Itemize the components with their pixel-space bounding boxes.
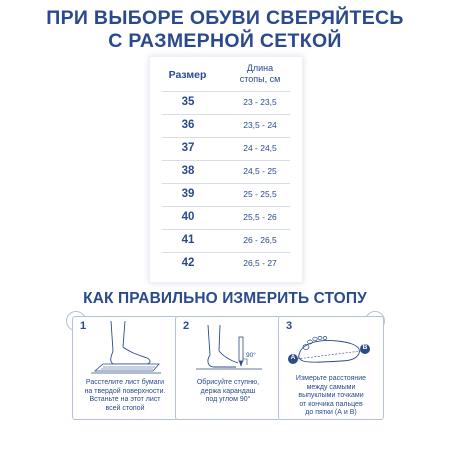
caption-line: выпуклыми точками: [298, 392, 364, 400]
size-chart-card: [149, 56, 303, 283]
angle-label: 90°: [246, 352, 256, 359]
measure-section-title: КАК ПРАВИЛЬНО ИЗМЕРИТЬ СТОПУ: [83, 290, 367, 307]
size-cell: 35: [181, 96, 195, 108]
size-cell: 41: [181, 234, 195, 246]
caption-line: на твердой поверхности.: [84, 387, 166, 395]
step-card-3: [278, 316, 384, 420]
headline-line-1: ПРИ ВЫБОРЕ ОБУВИ СВЕРЯЙТЕСЬ: [46, 7, 404, 29]
column-header-foot-length: [226, 63, 294, 85]
row-divider: [162, 183, 290, 184]
caption-line: Расстелите лист бумаги: [85, 379, 165, 386]
row-divider: [162, 91, 290, 92]
caption-line: держа карандаш: [200, 387, 256, 395]
caption-line: Встаньте на этот лист: [89, 396, 161, 404]
headline-line-2: С РАЗМЕРНОЙ СЕТКОЙ: [108, 30, 342, 52]
step-card-2: [175, 316, 281, 420]
row-divider: [162, 137, 290, 138]
table-row: [150, 229, 302, 252]
step-number: 3: [286, 320, 293, 332]
point-a-label: A: [290, 354, 296, 361]
table-row: [150, 160, 302, 183]
caption-line: под углом 90°: [205, 396, 251, 404]
size-cell: 37: [181, 142, 195, 154]
size-cell: 38: [181, 165, 195, 177]
length-cell: 26,5 - 27: [243, 258, 277, 268]
column-header-length-line-1: Длина: [246, 63, 274, 73]
row-divider: [162, 206, 290, 207]
point-b-label: B: [362, 344, 368, 351]
step-number: 2: [183, 320, 190, 332]
size-chart-header: [150, 57, 302, 91]
size-cell: 42: [181, 257, 195, 269]
table-row: [150, 183, 302, 206]
length-cell: 23 - 23,5: [243, 97, 277, 107]
caption-line: между самыми: [306, 383, 356, 391]
length-cell: 23,5 - 24: [243, 120, 277, 130]
step-3-caption: [282, 375, 380, 418]
caption-line: Измерьте расстояние: [295, 375, 367, 382]
foot-on-paper-illustration: [73, 317, 177, 379]
length-cell: 25 - 25,5: [243, 189, 277, 199]
table-row: [150, 137, 302, 160]
step-1-caption: [76, 379, 174, 413]
row-divider: [162, 252, 290, 253]
size-cell: 36: [181, 119, 195, 131]
size-cell: 40: [181, 211, 195, 223]
size-cell: 39: [181, 188, 195, 200]
column-header-size: Размер: [168, 69, 207, 81]
row-divider: [162, 160, 290, 161]
step-2-caption: [179, 379, 277, 405]
length-cell: 24,5 - 25: [243, 166, 277, 176]
caption-line: от кончика пальцев: [299, 400, 363, 408]
row-divider: [162, 229, 290, 230]
step-card-1: [72, 316, 178, 420]
length-cell: 26 - 26,5: [243, 235, 277, 245]
table-row: [150, 114, 302, 137]
length-cell: 24 - 24,5: [243, 143, 277, 153]
length-cell: 25,5 - 26: [243, 212, 277, 222]
caption-line: Обрисуйте ступню,: [196, 379, 260, 386]
table-row: [150, 91, 302, 114]
step-number: 1: [80, 320, 87, 332]
pencil-outline-illustration: [176, 317, 280, 379]
column-header-length-line-2: стопы, см: [239, 74, 281, 84]
caption-line: до пятки (А и В): [305, 409, 357, 417]
table-row: [150, 252, 302, 275]
table-row: [150, 206, 302, 229]
row-divider: [162, 114, 290, 115]
caption-line: всей стопой: [105, 404, 145, 412]
